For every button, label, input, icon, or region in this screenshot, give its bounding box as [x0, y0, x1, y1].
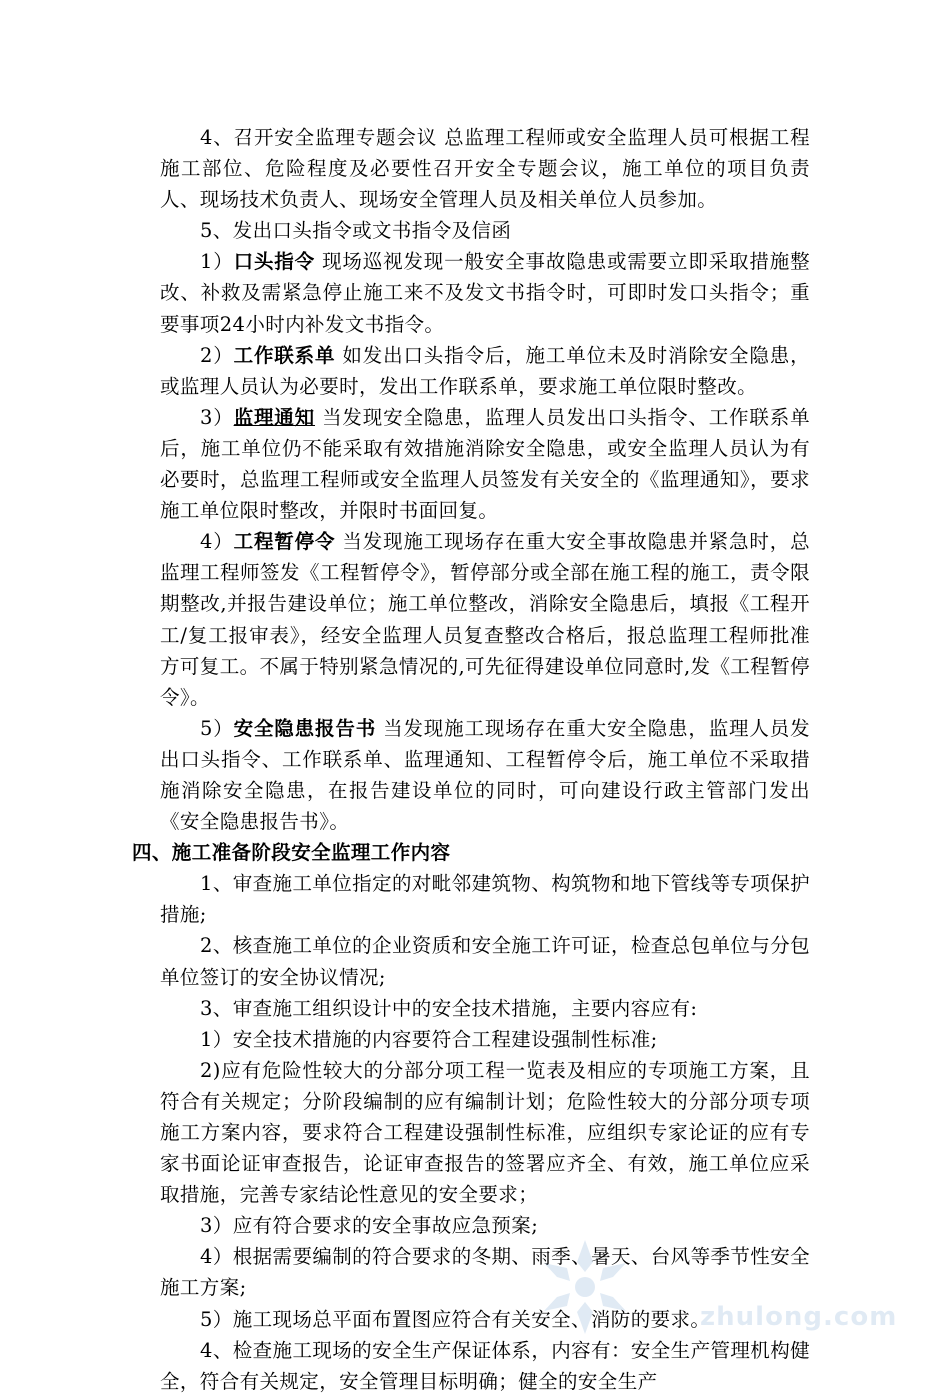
paragraph-prep-3: 3、审查施工组织设计中的安全技术措施，主要内容应有: — [200, 996, 698, 1020]
paragraph-prep-3-4: 4）根据需要编制的符合要求的冬期、雨季、暑天、台风等季节性安全施工方案; — [160, 1245, 810, 1300]
term-stop-order: 工程暂停令 — [233, 530, 336, 554]
paragraph-1: 4、召开安全监理专题会议 总监理工程师或安全监理人员可根据工程施工部位、危险程度及必要性召开安全专题会议，施工单位的项目负责人、现场技术负责人、现场安全管理人员及相关单位人员参加。 — [160, 126, 810, 212]
term-oral-instruction: 口头指令 — [233, 250, 316, 274]
paragraph-prep-3-1: 1）安全技术措施的内容要符合工程建设强制性标准; — [200, 1027, 658, 1051]
paragraph-prep-3-2: 2)应有危险性较大的分部分项工程一览表及相应的专项施工方案，且符合有关规定；分阶段编制的应有编制计划；危险性较大的分部分项专项施工方案内容，要求符合工程建设强制性标准，应组织专家论证的应有专家书面论证审查报告，论证审查报告的签署应齐全、有效，施工单位应采取措施，完善专家结论性意见的安全要求； — [160, 1058, 810, 1207]
term-hazard-report: 安全隐患报告书 — [233, 716, 377, 740]
paragraph-prep-2: 2、核查施工单位的企业资质和安全施工许可证，检查总包单位与分包单位签订的安全协议情况; — [160, 934, 810, 989]
paragraph-work-contact: 2）工作联系单 如发出口头指令后，施工单位未及时消除安全隐患，或监理人员认为必要时，发出工作联系单，要求施工单位限时整改。 — [160, 343, 810, 398]
section-heading: 四、施工准备阶段安全监理工作内容 — [132, 841, 451, 865]
paragraph-prep-4: 4、检查施工现场的安全生产保证体系，内容有：安全生产管理机构健全，符合有关规定，安全管理目标明确；健全的安全生产 — [160, 1338, 810, 1393]
paragraph-prep-3-5: 5）施工现场总平面布置图应符合有关安全、消防的要求。 — [200, 1307, 711, 1331]
paragraph-prep-3-3: 3）应有符合要求的安全事故应急预案; — [200, 1214, 539, 1238]
document-body — [132, 122, 810, 1397]
term-supervision-notice: 监理通知 — [233, 405, 316, 429]
paragraph-oral-instruction: 1）口头指令 现场巡视发现一般安全事故隐患或需要立即采取措施整改、补救及需紧急停止施工来不及发文书指令时，可即时发口头指令；重要事项24小时内补发文书指令。 — [160, 250, 810, 336]
paragraph-2: 5、发出口头指令或文书指令及信函 — [200, 219, 512, 243]
paragraph-prep-1: 1、审查施工单位指定的对毗邻建筑物、构筑物和地下管线等专项保护措施; — [160, 872, 810, 927]
paragraph-hazard-report: 5）安全隐患报告书 当发现施工现场存在重大安全隐患，监理人员发出口头指令、工作联系单、监理通知、工程暂停令后，施工单位不采取措施消除安全隐患，在报告建设单位的同时，可向建设行政主管部门发出《安全隐患报告书》。 — [160, 716, 810, 834]
paragraph-stop-order: 4）工程暂停令 当发现施工现场存在重大安全事故隐患并紧急时，总监理工程师签发《工程暂停令》，暂停部分或全部在施工程的施工，责令限期整改,并报告建设单位；施工单位整改，消除安全隐患后，填报《工程开工/复工报审表》，经安全监理人员复查整改合格后，报总监理工程师批准方可复工。不属于特别紧急情况的,可先征得建设单位同意时,发《工程暂停令》。 — [160, 530, 810, 709]
watermark-text: zhulong.com — [700, 1302, 898, 1332]
paragraph-supervision-notice: 3）监理通知 当发现安全隐患，监理人员发出口头指令、工作联系单后，施工单位仍不能采取有效措施消除安全隐患，或安全监理人员认为有必要时，总监理工程师或安全监理人员签发有关安全的《监理通知》，要求施工单位限时整改，并限时书面回复。 — [160, 405, 810, 523]
term-work-contact: 工作联系单 — [233, 343, 336, 367]
